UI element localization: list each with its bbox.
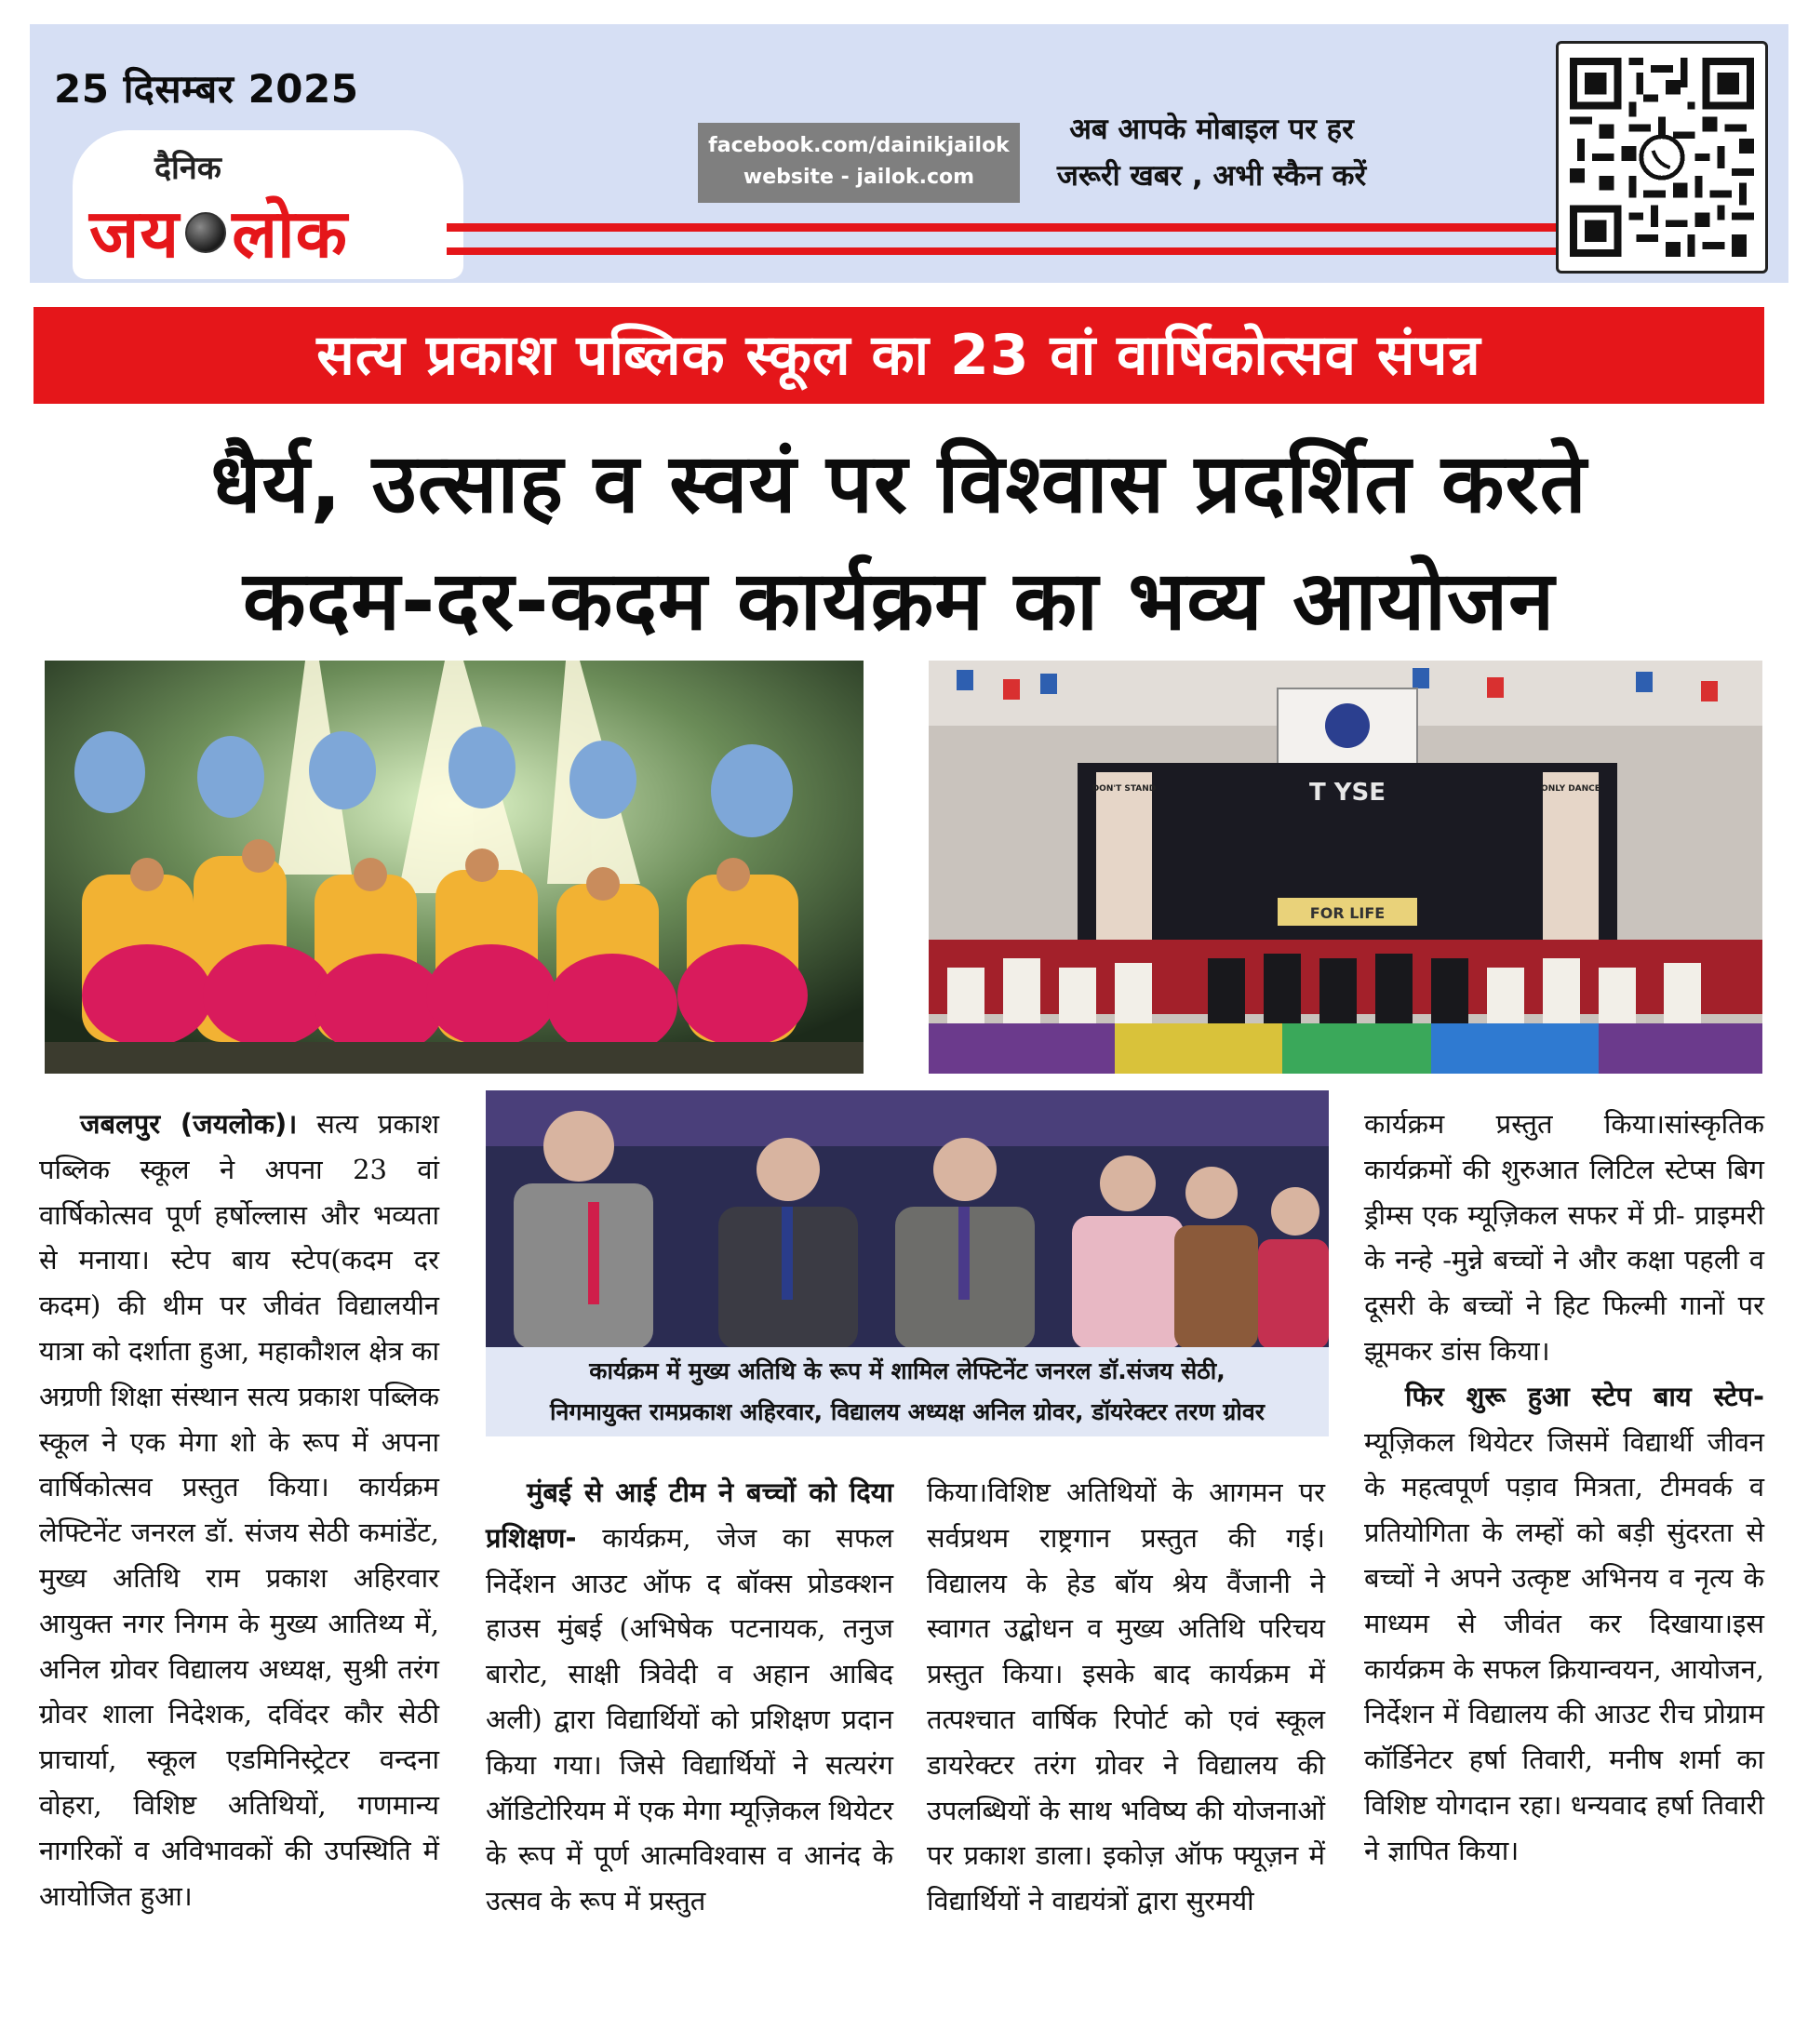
- column-1-paragraph: [39, 1102, 439, 1918]
- promo-line-1: अब आपके मोबाइल पर हर: [1069, 113, 1354, 146]
- dance-photo-image: [45, 661, 864, 1074]
- facebook-link[interactable]: facebook.com/dainikjailok: [708, 134, 1010, 157]
- website-link[interactable]: website - jailok.com: [743, 166, 975, 189]
- logo-right-text: लोक: [232, 194, 348, 273]
- article-dateline: जबलपुर (जयलोक)।: [80, 1108, 298, 1140]
- caption-line-2: निगमायुक्त रामप्रकाश अहिरवार, विद्यालय अध्यक्ष अनिल ग्रोवर, डॉयरेक्टर तरण ग्रोवर: [550, 1398, 1265, 1425]
- dignitaries-photo-image: [486, 1090, 1329, 1349]
- photo-caption: [486, 1347, 1329, 1436]
- article-column-1: [39, 1102, 439, 1918]
- promo-line-2: जरूरी खबर , अभी स्कैन करें: [1056, 159, 1367, 193]
- headline-line-2: कदम-दर-कदम कार्यक्रम का भव्य आयोजन: [242, 553, 1556, 648]
- stage-left-poster-text: DON'T STAND: [1091, 784, 1157, 794]
- stage-banner-text: FOR LIFE: [1309, 904, 1386, 922]
- article-kicker-banner: सत्य प्रकाश पब्लिक स्कूल का 23 वां वार्षिकोत्सव संपन्न: [33, 307, 1764, 404]
- column-4-paragraph-2: [1364, 1374, 1764, 1874]
- article-column-4: [1364, 1102, 1764, 1874]
- headline-line-1: धैर्य, उत्साह व स्वयं पर विश्वास प्रदर्शित करते: [210, 435, 1587, 531]
- masthead-rule-top: [447, 223, 1563, 232]
- masthead: [30, 24, 1788, 283]
- column-2-paragraph: [486, 1470, 893, 1924]
- stage-photo-image: [929, 661, 1762, 1074]
- masthead-rule-bottom: [447, 247, 1563, 255]
- article-column-2: [486, 1470, 893, 1924]
- logo-small-text: दैनिक: [154, 150, 221, 187]
- caption-line-1: कार्यक्रम में मुख्य अतिथि के रूप में शामिल लेफ्टिनेंट जनरल डॉ.संजय सेठी,: [589, 1357, 1225, 1384]
- article-column-3: [927, 1470, 1325, 1924]
- stage-stylized-text: T YSE: [1308, 779, 1386, 807]
- globe-icon: [185, 212, 226, 253]
- issue-date: 25 दिसम्बर 2025: [54, 66, 359, 112]
- column-4-text-2: म्यूज़िकल थियेटर जिसमें विद्यार्थी जीवन के महत्वपूर्ण पड़ाव मित्रता, टीमवर्क व प्रतियोगिता के लम्हों को बड़ी सुंदरता से बच्चों ने अपने उत्कृष्ट अभिनय व नृत्य के माध्यम से जीवंत कर दिखाया।इस कार्यक्रम के सफल क्रियान्वयन, आयोजन, निर्देशन में विद्यालय की आउट रीच प्रोग्राम कॉर्डिनेटर हर्षा तिवारी, मनीष शर्मा का विशिष्ट योगदान रहा। धन्यवाद हर्षा तिवारी ने ज्ञापित किया।: [1364, 1425, 1764, 1866]
- stage-right-poster-text: ONLY DANCE: [1541, 784, 1600, 794]
- qr-code-icon: [1570, 55, 1754, 260]
- column-1-text: सत्य प्रकाश पब्लिक स्कूल ने अपना 23 वां वार्षिकोत्सव पूर्ण हर्षोल्लास और भव्यता से मनाया। स्टेप बाय स्टेप(कदम दर कदम) की थीम पर जीवंत विद्यालयीन यात्रा को दर्शाता हुआ, महाकौशल क्षेत्र का अग्रणी शिक्षा संस्थान सत्य प्रकाश पब्लिक स्कूल ने एक मेगा शो के रूप में अपना वार्षिकोत्सव प्रस्तुत किया। कार्यक्रम लेफ्टिनेंट जनरल डॉ. संजय सेठी कमांडेंट, मुख्य अतिथि राम प्रकाश अहिरवार आयुक्त नगर निगम के मुख्य आतिथ्य में, अनिल ग्रोवर विद्यालय अध्यक्ष, सुश्री तरंग ग्रोवर शाला निदेशक, दविंदर कौर सेठी प्राचार्या, स्कूल एडमिनिस्ट्रेटर वन्दना वोहरा, विशिष्ट अतिथियों, गणमान्य नागरिकों व अविभावकों की उपस्थिति में आयोजित हुआ।: [39, 1108, 440, 1912]
- newspaper-logo[interactable]: [73, 130, 463, 279]
- column-4-text: कार्यक्रम प्रस्तुत किया।सांस्कृतिक कार्यक्रमों की शुरुआत लिटिल स्टेप्स बिग ड्रीम्स एक म्यूज़िकल सफर में प्री- प्राइमरी के नन्हे -मुन्ने बच्चों ने और कक्षा पहली व दूसरी के बच्चों ने हिट फिल्मी गानों पर झूमकर डांस किया।: [1364, 1108, 1764, 1367]
- dance-performance-photo[interactable]: [45, 661, 864, 1074]
- scan-promo: [1044, 106, 1379, 199]
- qr-code[interactable]: [1556, 41, 1768, 274]
- dignitaries-photo[interactable]: [486, 1090, 1329, 1349]
- social-links-box: [698, 123, 1020, 203]
- column-3-text: किया।विशिष्ट अतिथियों के आगमन पर सर्वप्रथम राष्ट्रगान प्रस्तुत की गई। विद्यालय के हेड बॉय श्रेय वैंजानी ने स्वागत उद्बोधन व मुख्य अतिथि परिचय प्रस्तुत किया। इसके बाद कार्यक्रम में तत्पश्चात वार्षिक रिपोर्ट को एवं स्कूल डायरेक्टर तरंग ग्रोवर ने विद्यालय की उपलब्धियों के साथ भविष्य की योजनाओं पर प्रकाश डाला। इकोज़ ऑफ फ्यूज़न में विद्यार्थियों ने वाद्ययंत्रों द्वारा सुरमयी: [927, 1476, 1325, 1917]
- column-2-text: कार्यक्रम, जेज का सफल निर्देशन आउट ऑफ द बॉक्स प्रोडक्शन हाउस मुंबई (अभिषेक पटनायक, तनुज बारोट, साक्षी त्रिवेदी व अहान आबिद अली) द्वारा विद्यार्थियों को प्रशिक्षण प्रदान किया गया। जिसे विद्यार्थियों ने सत्यरंग ऑडिटोरियम में एक मेगा म्यूज़िकल थियेटर के रूप में पूर्ण आत्मविश्वास व आनंद के उत्सव के रूप में प्रस्तुत: [486, 1521, 893, 1917]
- logo-left-text: जय: [89, 194, 181, 273]
- logo-wordmark: [89, 186, 348, 277]
- stage-assembly-photo[interactable]: [929, 661, 1762, 1074]
- subhead-mumbai-team: मुंबई से आई टीम ने बच्चों को दिया प्रशिक्षण-: [486, 1476, 893, 1554]
- subhead-step-by-step: फिर शुरू हुआ स्टेप बाय स्टेप-: [1405, 1380, 1764, 1412]
